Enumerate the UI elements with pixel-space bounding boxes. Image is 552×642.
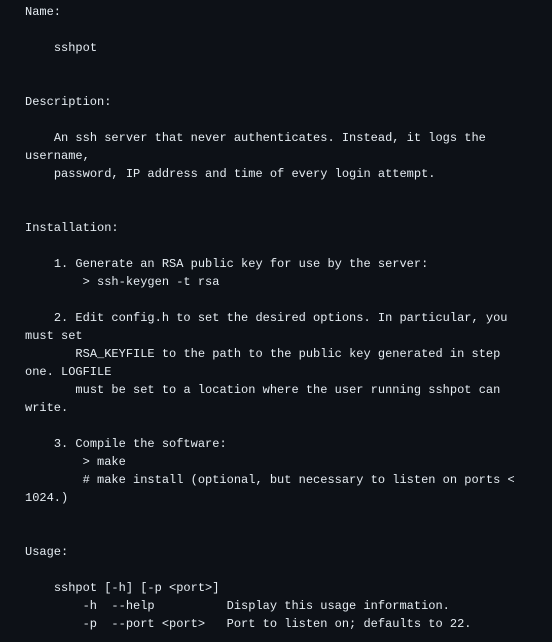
name-value: sshpot (25, 41, 98, 55)
blank-line (25, 507, 530, 525)
blank-line (25, 237, 530, 255)
usage-heading: Usage: (25, 545, 69, 559)
blank-line (25, 525, 530, 543)
install-step-3: 3. Compile the software: (25, 437, 227, 451)
blank-line (25, 21, 530, 39)
install-step-2: RSA_KEYFILE to the path to the public key generated in step one. LOGFILE (25, 347, 508, 379)
blank-line (25, 291, 530, 309)
blank-line (25, 183, 530, 201)
installation-heading: Installation: (25, 221, 119, 235)
description-text: An ssh server that never authenticates. Instead, it logs the username, (25, 131, 494, 163)
usage-option-help: -h --help Display this usage information. (25, 599, 450, 613)
install-step-3-command: > make (25, 455, 126, 469)
blank-line (25, 201, 530, 219)
usage-synopsis: sshpot [-h] [-p <port>] (25, 581, 220, 595)
description-heading: Description: (25, 95, 112, 109)
readme-document (25, 3, 530, 633)
blank-line (25, 561, 530, 579)
description-text: password, IP address and time of every login attempt. (25, 167, 436, 181)
blank-line (25, 417, 530, 435)
install-step-1-command: > ssh-keygen -t rsa (25, 275, 220, 289)
usage-option-port: -p --port <port> Port to listen on; defaults to 22. (25, 617, 472, 631)
install-step-3-command: # make install (optional, but necessary to listen on ports < 1024.) (25, 473, 522, 505)
blank-line (25, 75, 530, 93)
blank-line (25, 57, 530, 75)
install-step-2: must be set to a location where the user running sshpot can write. (25, 383, 508, 415)
blank-line (25, 111, 530, 129)
name-heading: Name: (25, 5, 62, 19)
install-step-2: 2. Edit config.h to set the desired options. In particular, you must set (25, 311, 515, 343)
install-step-1: 1. Generate an RSA public key for use by the server: (25, 257, 429, 271)
